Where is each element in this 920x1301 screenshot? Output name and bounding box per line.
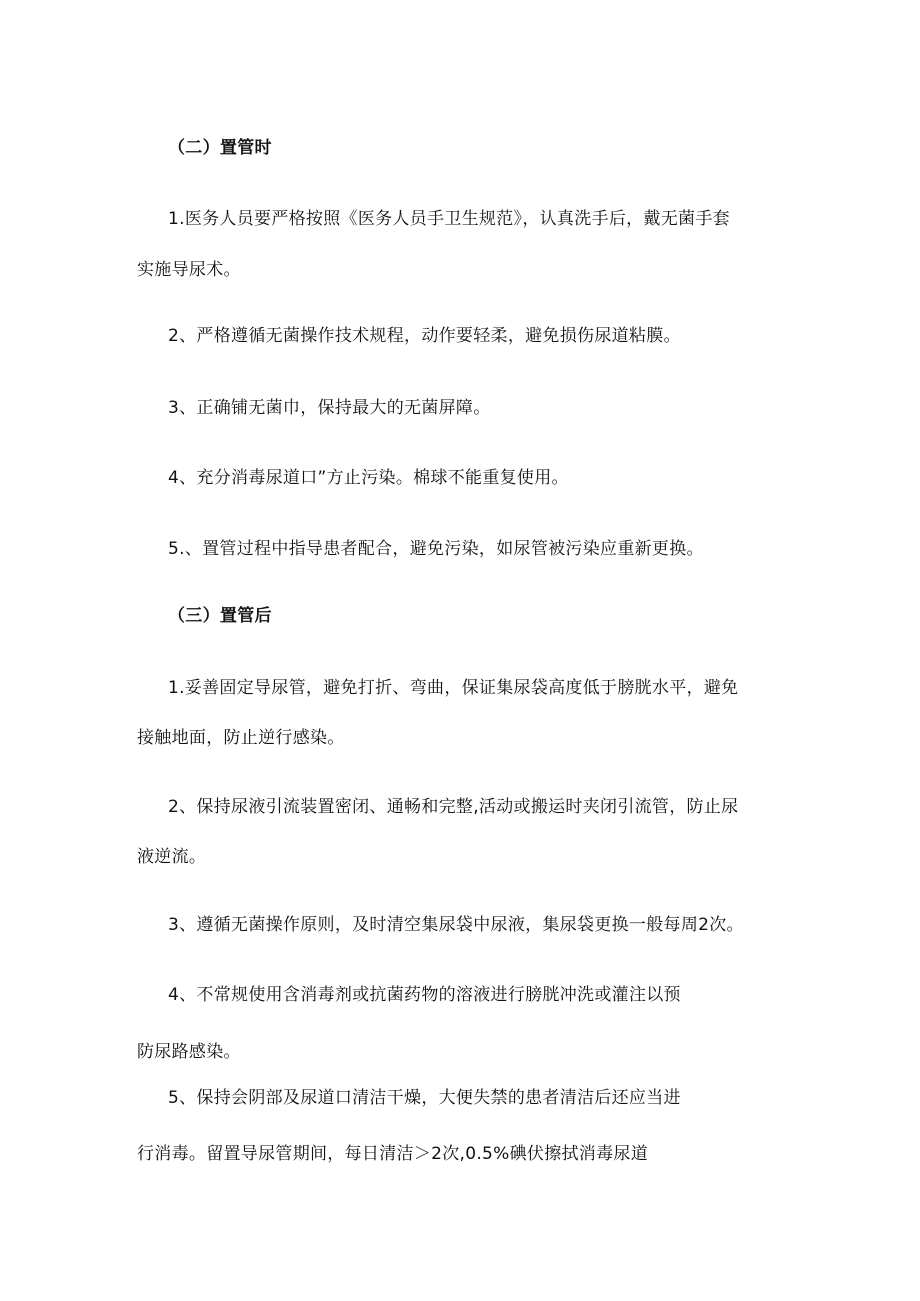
- paragraph-line: 4、不常规使用含消毒剂或抗菌药物的溶液进行膀胱冲洗或灌注以预: [168, 985, 681, 1005]
- paragraph-line: 5.、置管过程中指导患者配合，避免污染，如尿管被污染应重新更换。: [168, 539, 704, 559]
- paragraph-line: 4、充分消毒尿道口”方止污染。棉球不能重复使用。: [168, 468, 569, 488]
- paragraph-line: 1.医务人员要严格按照《医务人员手卫生规范》，认真洗手后，戴无菌手套: [168, 209, 730, 229]
- paragraph-line: 液逆流。: [137, 847, 207, 867]
- paragraph-line: 3、正确铺无菌巾，保持最大的无菌屏障。: [168, 398, 491, 418]
- paragraph-line: 行消毒。留置导尿管期间，每日清洁＞2次,0.5%碘伏擦拭消毒尿道: [137, 1144, 649, 1164]
- paragraph-line: 5、保持会阴部及尿道口清洁干燥，大便失禁的患者清洁后还应当进: [168, 1088, 681, 1108]
- paragraph-line: 防尿路感染。: [137, 1042, 241, 1062]
- paragraph-line: 实施导尿术。: [137, 260, 241, 280]
- section-heading: （三）置管后: [168, 606, 272, 626]
- paragraph-line: 2、严格遵循无菌操作技术规程，动作要轻柔，避免损伤尿道粘膜。: [168, 326, 681, 346]
- section-heading: （二）置管时: [168, 138, 272, 158]
- paragraph-line: 接触地面，防止逆行感染。: [137, 728, 345, 748]
- paragraph-line: 1.妥善固定导尿管，避免打折、弯曲，保证集尿袋高度低于膀胱水平，避免: [168, 678, 739, 698]
- paragraph-line: 3、遵循无菌操作原则，及时清空集尿袋中尿液，集尿袋更换一般每周2次。: [168, 915, 744, 935]
- paragraph-line: 2、保持尿液引流装置密闭、通畅和完整,活动或搬运时夹闭引流管，防止尿: [168, 797, 739, 817]
